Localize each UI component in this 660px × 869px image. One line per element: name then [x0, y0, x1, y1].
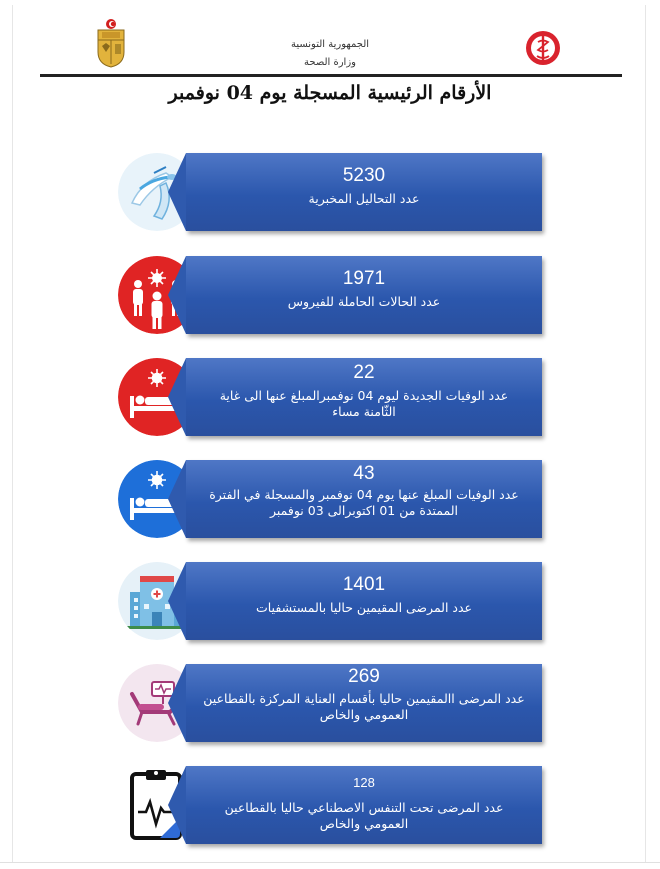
stat-card-new-deaths [186, 358, 542, 436]
ministry-of-health-logo-icon [525, 30, 561, 66]
ministry-name: وزارة الصحة [304, 57, 356, 68]
stat-label: عدد الوفيات الجديدة ليوم 04 نوفمبرالمبلغ عنها الى غاية الثّامنة مساء [219, 388, 509, 419]
stat-label: عدد المرضى المقيمين حاليا بالمستشفيات [255, 600, 473, 615]
stat-value: 1401 [342, 574, 386, 595]
stat-label: عدد الوفيات المبلغ عنها يوم 04 نوفمبر والمسجلة في الفترة الممتدة من 01 اكتوبرالى 03 نوفمبر [209, 487, 519, 518]
header-divider [40, 74, 622, 77]
stat-value: 5230 [342, 165, 386, 186]
stat-card-icu [186, 664, 542, 742]
stat-card-hospitalized [186, 562, 542, 640]
stat-label: عدد التحاليل المخبرية [308, 191, 420, 206]
page-bottom-edge [0, 862, 660, 863]
stat-label: عدد الحالات الحاملة للفيروس [287, 294, 441, 309]
stat-value: 43 [353, 463, 375, 484]
stat-label: عدد المرضى االمقيمين حاليا بأقسام العناية المركزة بالقطاعين العمومي والخاص [203, 691, 525, 722]
tunisia-coat-of-arms-icon [92, 18, 130, 68]
page-title: الأرقام الرئيسية المسجلة يوم 04 نوفمبر [168, 82, 492, 104]
republic-name: الجمهورية التونسية [290, 39, 370, 50]
stat-card-lab-tests [186, 153, 542, 231]
stat-value: 22 [353, 362, 375, 383]
stat-card-ventilation [186, 766, 542, 844]
stat-value: 1971 [342, 268, 386, 289]
stat-value: 269 [348, 666, 380, 687]
header-text [230, 36, 430, 72]
stat-value: 128 [353, 775, 375, 790]
stat-card-reported-deaths [186, 460, 542, 538]
stat-label: عدد المرضى تحت التنفس الاصطناعي حاليا بالقطاعين العمومي والخاص [224, 800, 504, 831]
stat-card-positive-cases [186, 256, 542, 334]
